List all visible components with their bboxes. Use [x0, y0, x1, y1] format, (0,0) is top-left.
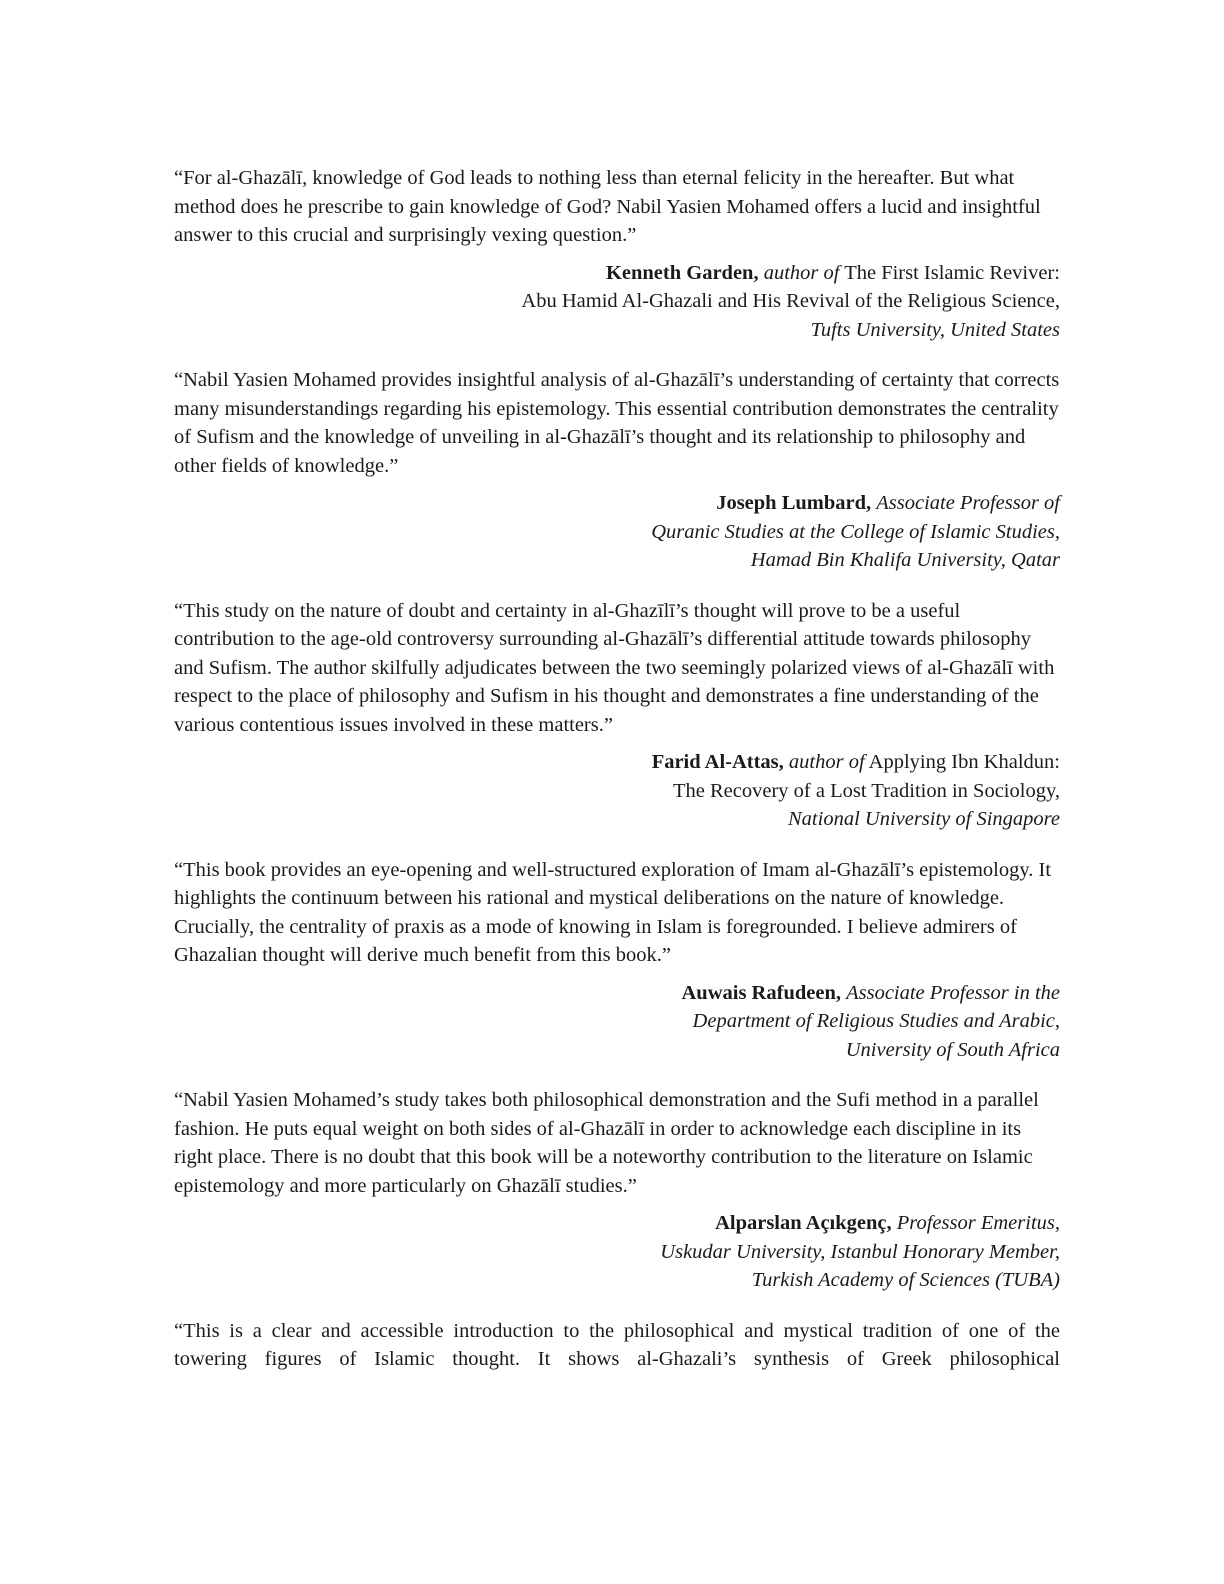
endorser-name: Joseph Lumbard, — [716, 492, 872, 514]
endorser-affiliation: Turkish Academy of Sciences (TUBA) — [751, 1269, 1060, 1291]
endorser-name: Kenneth Garden, — [605, 261, 759, 284]
endorsement-1 — [174, 164, 1060, 344]
endorser-role: Associate Professor of — [876, 492, 1060, 514]
endorsement-attribution — [174, 1209, 1060, 1295]
endorsement-6 — [174, 1317, 1060, 1374]
endorser-affiliation: National University of Singapore — [788, 808, 1060, 830]
endorsement-quote: “This book provides an eye-opening and well-structured exploration of Imam al-Ghazālī’s epistemology. It highlights the continuum between his rational and mystical deliberations on the nature of knowledge. Crucially, the centrality of praxis as a mode of knowing in Islam is foregrounded. I believe admirers of Ghazalian thought will derive much benefit from this book.” — [174, 858, 1052, 966]
endorser-role-continued: Uskudar University, Istanbul Honorary Member, — [660, 1240, 1060, 1263]
endorser-affiliation: Hamad Bin Khalifa University, Qatar — [750, 549, 1060, 571]
endorsement-attribution — [174, 259, 1060, 345]
endorsement-quote: “This study on the nature of doubt and certainty in al-Ghazīlī’s thought will prove to be a useful contribution to the age-old controversy surrounding al-Ghazālī’s differential attitude towards philosophy and Sufism. The author skilfully adjudicates between the two seemingly polarized views of al-Ghazālī with respect to the place of philosophy and Sufism in his thought and demonstrates a fine understanding of the various contentious issues involved in these matters.” — [174, 599, 1055, 736]
endorsement-attribution — [174, 489, 1060, 575]
endorsement-quote: “Nabil Yasien Mohamed provides insightful analysis of al-Ghazālī’s understanding of certainty that corrects many misunderstandings regarding his epistemology. This essential contribution demonstrates the centrality of Sufism and the knowledge of unveiling in al-Ghazālī’s thought and its relationship to philosophy and other fields of knowledge.” — [174, 369, 1060, 477]
endorser-book-subtitle: Abu Hamid Al-Ghazali and His Revival of the Religious Science, — [521, 290, 1060, 312]
endorsement-4 — [174, 856, 1060, 1065]
endorser-affiliation: Tufts University, United States — [810, 318, 1060, 341]
endorser-name: Alparslan Açıkgenç, — [715, 1212, 892, 1234]
endorser-affiliation: University of South Africa — [845, 1038, 1060, 1061]
endorsement-3 — [174, 597, 1060, 834]
endorser-role-continued: Quranic Studies at the College of Islamic Studies, — [651, 520, 1060, 543]
endorsement-5 — [174, 1086, 1060, 1295]
endorsement-quote: “For al-Ghazālī, knowledge of God leads to nothing less than eternal felicity in the hereafter. But what method does he prescribe to gain knowledge of God? Nabil Yasien Mohamed offers a lucid and insightful answer to this crucial and surprisingly vexing question.” — [174, 167, 1041, 246]
endorsement-quote: “Nabil Yasien Mohamed’s study takes both philosophical demonstration and the Sufi method in a parallel fashion. He puts equal weight on both sides of al-Ghazālī in order to acknowledge each discipline in its right place. There is no doubt that this book will be a noteworthy contribution to the literature on Islamic epistemology and more particularly on Ghazālī studies.” — [174, 1089, 1039, 1197]
endorser-name: Farid Al-Attas, — [651, 751, 784, 773]
endorser-role: Professor Emeritus, — [896, 1212, 1060, 1234]
endorsement-2 — [174, 366, 1060, 575]
endorser-book-subtitle: The Recovery of a Lost Tradition in Sociology, — [673, 779, 1060, 802]
endorsement-attribution — [174, 748, 1060, 834]
endorsement-attribution — [174, 979, 1060, 1065]
endorser-name: Auwais Rafudeen, — [681, 981, 841, 1004]
endorser-role: Associate Professor in the — [846, 981, 1060, 1004]
endorser-role: author of — [763, 261, 840, 284]
endorser-book-title: Applying Ibn Khaldun: — [868, 751, 1060, 773]
endorser-book-title: The First Islamic Reviver: — [844, 261, 1060, 284]
endorser-role: author of — [788, 751, 865, 773]
endorsements-page — [174, 164, 1060, 1374]
endorser-role-continued: Department of Religious Studies and Arabic, — [692, 1010, 1060, 1032]
endorsement-quote-continues: “This is a clear and accessible introduction to the philosophical and mystical tradition of one of the towering figures of Islamic thought. It shows al-Ghazali’s synthesis of Greek philosophical — [174, 1319, 1060, 1370]
